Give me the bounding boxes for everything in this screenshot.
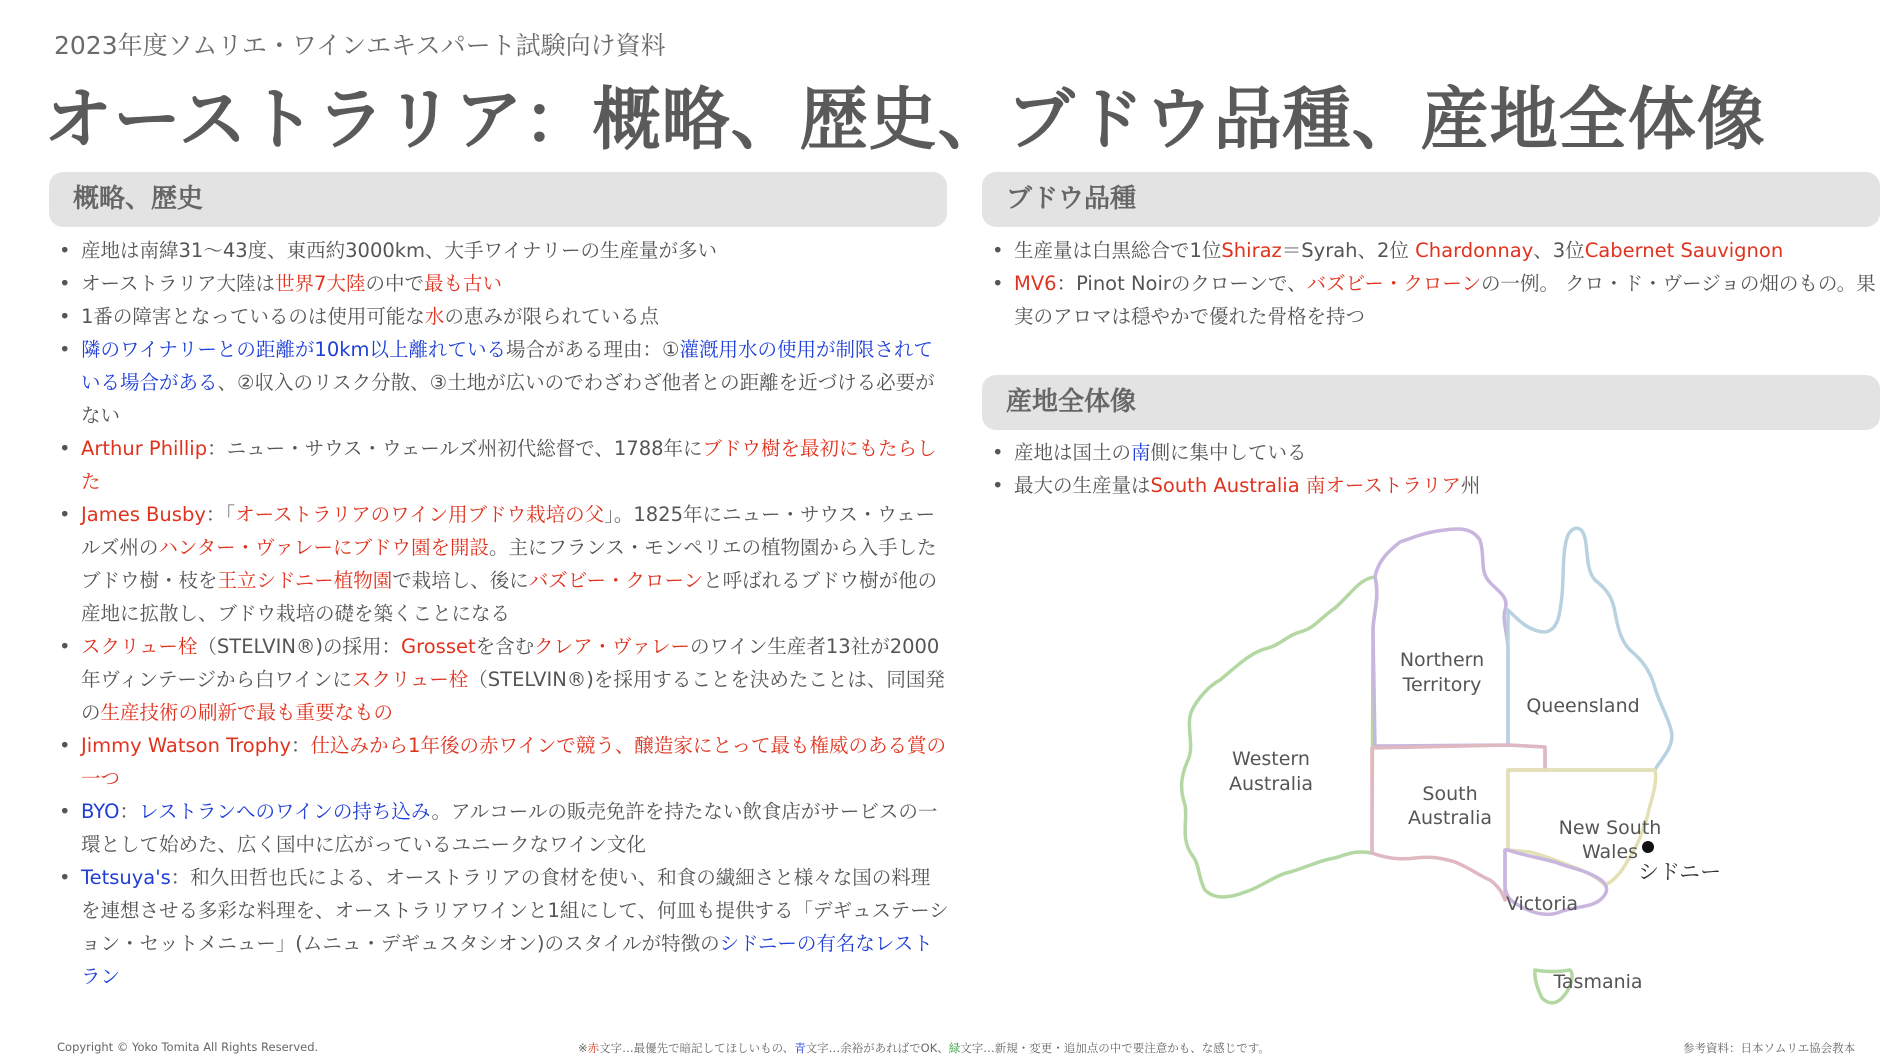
history-list xyxy=(49,234,949,993)
history-item xyxy=(49,795,949,861)
history-item xyxy=(49,630,949,729)
text-segment: 隣のワイナリーとの距離が10km以上離れている xyxy=(81,338,507,361)
grapes-heading: ブドウ品種 xyxy=(982,172,1880,227)
text-segment: 水 xyxy=(424,305,445,328)
page-subtitle: 2023年度ソムリエ・ワインエキスパート試験向け資料 xyxy=(54,31,666,60)
text-segment: オーストラリアのワイン用ブドウ栽培の父 xyxy=(235,503,605,526)
text-segment: 」。1825年にニュー・サウス・ウェールズ州の xyxy=(81,503,936,559)
legend-segment: 文字…新規・変更・追加点の中で要注意かも、な感じです。 xyxy=(960,1041,1270,1055)
text-segment: ：Pinot Noirのクローンで、 xyxy=(1056,272,1307,295)
text-segment: 最大の生産量は xyxy=(1014,474,1151,497)
text-segment: 産地は国土の xyxy=(1014,441,1132,464)
text-segment: の恵みが限られている点 xyxy=(444,305,659,328)
text-segment: MV6 xyxy=(1014,272,1057,295)
text-segment: ハンター・ヴァレーにブドウ園を開設 xyxy=(158,536,489,559)
text-segment: （STELVIN®)の採用： xyxy=(197,635,402,658)
text-segment: Jimmy Watson Trophy xyxy=(81,734,292,757)
northern-territory-outline xyxy=(1373,529,1508,746)
text-segment: スクリュー栓 xyxy=(81,635,198,658)
text-segment: BYO xyxy=(81,800,120,823)
text-segment: 。アルコールの販売免許を持たない飲食店がサービスの一環として始めた、広く国中に広がっているユニークなワイン文化 xyxy=(81,800,938,856)
text-segment: ：「 xyxy=(205,503,236,526)
history-item xyxy=(49,498,949,630)
map-label-nt-1: Northern xyxy=(1399,649,1485,671)
map-label-nsw-1: New South xyxy=(1558,817,1662,839)
text-segment: Chardonnay xyxy=(1415,239,1534,262)
copyright: Copyright © Yoko Tomita All Rights Reserved. xyxy=(57,1040,319,1054)
map-label-sa-2: Australia xyxy=(1407,807,1493,829)
text-segment: 場合がある理由：① xyxy=(506,338,680,361)
text-segment: のワイン生産者13社が2000年ヴィンテージから白ワインに xyxy=(81,635,940,691)
map-label-wa-2: Australia xyxy=(1228,773,1314,795)
legend-segment: ※ xyxy=(578,1041,588,1055)
text-segment: オーストラリア大陸は xyxy=(81,272,276,295)
text-segment: レストランへのワインの持ち込み xyxy=(139,800,432,823)
map-label-sydney: シドニー xyxy=(1638,860,1722,884)
australia-map xyxy=(1150,520,1730,1020)
map-label-sa-1: South xyxy=(1422,783,1478,805)
text-segment: James Busby xyxy=(81,503,206,526)
history-item xyxy=(49,267,949,300)
grapes-item xyxy=(982,234,1882,267)
regions-heading: 産地全体像 xyxy=(982,375,1880,430)
reference: 参考資料：日本ソムリエ協会教本 xyxy=(1683,1041,1856,1055)
history-item xyxy=(49,729,949,795)
text-segment: ＝Syrah、2位 xyxy=(1281,239,1416,262)
map-label-nt-2: Territory xyxy=(1402,674,1482,696)
legend-segment: 青 xyxy=(794,1041,806,1055)
map-label-vic: Victoria xyxy=(1505,893,1579,915)
page-title: オーストラリア：概略、歴史、ブドウ品種、産地全体像 xyxy=(44,81,1766,160)
history-item xyxy=(49,432,949,498)
text-segment: 産地は南緯31〜43度、東西約3000km、大手ワイナリーの生産量が多い xyxy=(81,239,717,262)
text-segment: ：和久田哲也氏による、オーストラリアの食材を使い、和食の繊細さと様々な国の料理を連想させる多彩な料理を、オーストラリアワインと1組にして、何皿も提供する「デギュステーション・セットメニュー」(ムニュ・デギュスタシオン)のスタイルが特徴の xyxy=(81,866,949,955)
legend-segment: 文字…最優先で暗記してほしいもの、 xyxy=(599,1041,795,1055)
text-segment: 世界7大陸 xyxy=(275,272,366,295)
text-segment: 側に集中している xyxy=(1150,441,1307,464)
regions-list xyxy=(982,436,1882,502)
text-segment: シドニーの有名なレストラン xyxy=(81,932,933,988)
history-item xyxy=(49,333,949,432)
text-segment: クレア・ヴァレー xyxy=(534,635,690,658)
text-segment: ： xyxy=(291,734,311,757)
text-segment: 。主にフランス・モンペリエの植物園から入手したブドウ樹・枝を xyxy=(81,536,937,592)
text-segment: 、②収入のリスク分散、③土地が広いのでわざわざ他者との距離を近づける必要がない xyxy=(81,371,935,427)
text-segment: ブドウ樹を最初にもたらした xyxy=(81,437,937,493)
text-segment: 州 xyxy=(1460,474,1481,497)
text-segment: 最も古い xyxy=(423,272,502,295)
text-segment: 灌漑用水の使用が制限されている場合がある xyxy=(81,338,934,394)
text-segment: スクリュー栓 xyxy=(351,668,469,691)
text-segment: と呼ばれるブドウ樹が他の産地に拡散し、ブドウ栽培の礎を築くことになる xyxy=(81,569,938,625)
legend-segment: 文字…余裕があればでOK、 xyxy=(805,1041,949,1055)
history-item xyxy=(49,234,949,267)
text-segment: （STELVIN®)を採用することを決めたことは、同国発の xyxy=(81,668,945,724)
text-segment: 生産量は白黒総合で1位 xyxy=(1014,239,1222,262)
grapes-list xyxy=(982,234,1882,333)
text-segment: ： xyxy=(119,800,140,823)
sydney-marker xyxy=(1642,841,1654,853)
history-heading: 概略、歴史 xyxy=(49,172,947,227)
grapes-item xyxy=(982,267,1882,333)
color-legend xyxy=(578,1040,1270,1056)
map-label-nsw-2: Wales xyxy=(1581,841,1639,863)
text-segment: Cabernet Sauvignon xyxy=(1584,239,1784,262)
text-segment: を含む xyxy=(475,635,535,658)
text-segment: 1番の障害となっているのは使用可能な xyxy=(81,305,425,328)
history-item xyxy=(49,300,949,333)
text-segment: Tetsuya's xyxy=(81,866,171,889)
queensland-outline xyxy=(1508,528,1672,770)
text-segment: 生産技術の刷新で最も重要なもの xyxy=(100,701,394,724)
text-segment: の中で xyxy=(365,272,424,295)
map-label-wa-1: Western xyxy=(1232,748,1310,770)
regions-item xyxy=(982,436,1882,469)
legend-segment: 赤 xyxy=(587,1041,600,1055)
map-label-qld: Queensland xyxy=(1526,695,1640,717)
text-segment: Grosset xyxy=(401,635,476,658)
text-segment: バズビー・クローン xyxy=(1306,272,1481,295)
text-segment: Shiraz xyxy=(1221,239,1282,262)
text-segment: バズビー・クローン xyxy=(528,569,704,592)
legend-segment: 緑 xyxy=(948,1041,961,1055)
text-segment: 、3位 xyxy=(1533,239,1585,262)
text-segment: 南 xyxy=(1131,441,1151,464)
text-segment: South Australia 南オーストラリア xyxy=(1150,474,1461,497)
text-segment: の一例。 クロ・ド・ヴージョの畑のもの。果実のアロマは穏やかで優れた骨格を持つ xyxy=(1014,272,1876,328)
history-item xyxy=(49,861,949,993)
regions-item xyxy=(982,469,1882,502)
western-australia-outline xyxy=(1182,577,1377,897)
text-segment: 仕込みから1年後の赤ワインで競う、醸造家にとって最も権威のある賞の一つ xyxy=(81,734,946,790)
map-label-tas: Tasmania xyxy=(1553,971,1643,993)
text-segment: ：ニュー・サウス・ウェールズ州初代総督で、1788年に xyxy=(207,437,703,460)
text-segment: Arthur Phillip xyxy=(81,437,208,460)
text-segment: 王立シドニー植物園 xyxy=(217,569,393,592)
text-segment: で栽培し、後に xyxy=(392,569,529,592)
